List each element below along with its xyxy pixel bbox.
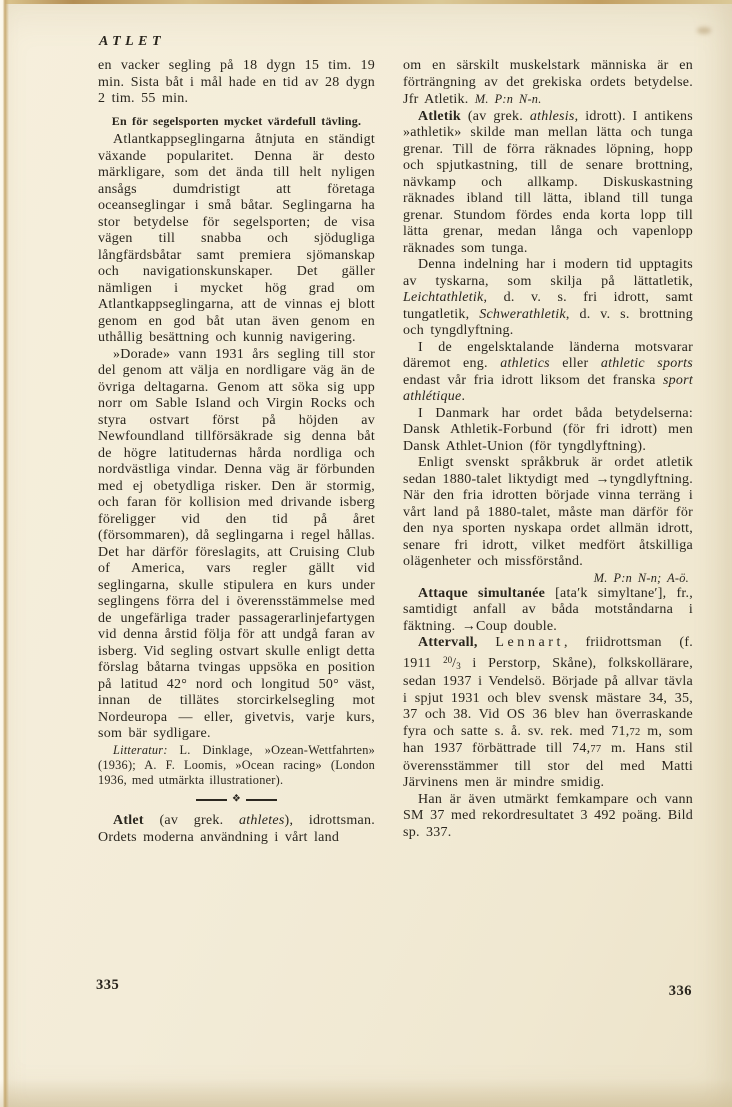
text-segment: 20 — [443, 654, 453, 665]
author-signature — [403, 571, 693, 586]
page-number-right: 336 — [668, 983, 692, 999]
subheading — [104, 114, 369, 129]
text-segment: I Danmark har ordet båda betydelserna: Dansk Athletik-Forbund (för fri idrott) men Dansk Athlet-Union (för tyngdlyftning). — [403, 405, 693, 454]
text-segment: athletes — [239, 813, 285, 829]
text-segment: M. P:n N-n. — [474, 92, 542, 106]
scan-edge-left — [0, 0, 9, 1107]
text-segment: Atletik — [418, 108, 461, 124]
text-segment: Atlet — [113, 813, 144, 829]
text-segment: en vacker segling på 18 dygn 15 tim. 19 min. Sista båt i mål hade en tid av 28 dygn 2 tim. 55 min. — [98, 58, 375, 106]
text-segment: , idrott). I antikens »athletik» skilde man mellan lätta och tunga grenar. Till de förra räknades löpning, hopp och spjutkastning, till de senare brottning, nävkamp och allkamp. Diskuskastning räknades ibland till lätta, ibland till tunga grenar. Stundom fördes enda korta lopp till lätta grenar, medan långa och vapenlopp räknades som tunga. — [403, 108, 693, 256]
scan-edge-bottom — [0, 1079, 732, 1107]
text-segment: Schwerathletik — [479, 306, 566, 322]
text-segment: , d. v. s. fri idrott, samt tungatletik, — [403, 290, 693, 322]
text-segment — [478, 635, 496, 650]
text-segment: 77 — [590, 744, 602, 755]
text-segment: endast vår fria idrott liksom det franska — [403, 372, 663, 388]
paragraph — [98, 347, 375, 743]
text-segment: om en särskilt muskelstark människa är en förträngning av det grekiska ordets betydelse. Jfr Atletik. — [403, 58, 693, 107]
text-segment: / — [452, 655, 457, 671]
running-header: ATLET — [99, 34, 166, 49]
text-segment: ), idrottsman. Ordets moderna användning i vårt land — [98, 813, 375, 845]
text-segment: 3 — [456, 660, 461, 671]
text-segment: athlesis — [529, 108, 575, 124]
text-segment: [ata′k simyltane′], fr., samtidigt anfall av båda motståndarna i fäktning. →Coup double. — [403, 585, 693, 634]
scan-edge-top — [0, 0, 732, 4]
text-segment: M. P:n N-n; A-ö. — [593, 570, 689, 585]
entry-divider — [98, 795, 375, 805]
paragraph — [403, 406, 693, 456]
text-segment: Attaque simultanée — [418, 585, 546, 601]
text-segment: En för segelsporten mycket värdefull tävling. — [111, 113, 362, 128]
column-right — [403, 58, 693, 846]
text-segment: m. Hans stil överensstämmer till stor del med Matti Järvinens men är mindre smidig. — [403, 741, 693, 790]
divider-ornament-icon: ❖ — [231, 793, 242, 805]
text-segment: m, som han 1937 förbättrade till 74, — [403, 723, 693, 756]
paragraph — [403, 257, 693, 340]
text-segment: Leichtathletik — [403, 290, 484, 305]
text-segment: (av grek. — [460, 108, 530, 124]
paragraph — [403, 109, 693, 258]
text-segment: »Dorade» vann 1931 års segling till stor del genom att välja en nordligare väg än de övriga deltagarna. Genom att söka sig upp norr om Sable Island och Virgin Rocks och styra ostvart först på höjden av Newfoundland tillförsäkrade sig denna båt de högre latitudernas hårda nordliga och nordvästliga vindar. Denna väg är förbunden med ej obetydliga risker. Den är stormig, och faran för kollision med drivande isberg föreligger vid den tid på året (försommaren), då seglingarna i regel hållas. Det har därför föreslagits, att Cruising Club of America, vars regler gällt vid seglingarna, skulle stipulera en kurs under seglingens förra del i överensstämmelse med de ungefärliga trader passagerarlinjefartygen vid denna årstid följa för att undgå faran av isberg. Vid segling ostvart skulle enligt detta förslag båtarna tvingas uppsöka en position på latitud 42° nord och longitud 50° väst, innan de tillätes storcirkelsegling mot Nordeuropa — eller, givetvis, varje kurs, som bär sydligare. — [98, 346, 375, 741]
paragraph — [403, 455, 693, 571]
text-segment: athletic sports — [600, 356, 693, 371]
paragraph — [403, 635, 693, 792]
paragraph — [98, 132, 375, 347]
text-segment: sport athlétique — [403, 372, 693, 404]
text-segment: L. Dinklage, »Ozean-Wettfahrten» (1936); A. F. Loomis, »Ocean racing» (London 1936, med utmärkta illustrationer). — [98, 742, 375, 788]
paragraph — [403, 340, 693, 406]
text-segment: . — [461, 389, 466, 404]
text-segment: eller — [549, 356, 601, 371]
divider-rule — [246, 799, 277, 801]
text-segment: i Perstorp, Skåne), folkskollärare, sedan 1937 i Vendelsö. Började på allvar tävla i spjut 1931 och blev svensk mästare 34, 35, 37 och 38. Vid OS 36 blev han överraskande fyra och satte s. å. sv. rek. med 71, — [403, 655, 693, 739]
text-segment: Lennart — [495, 635, 565, 650]
text-segment: , d. v. s. brottning och tyngdlyftning. — [403, 306, 693, 338]
text-segment: athletics — [500, 356, 550, 371]
text-segment: , friidrottsman (f. 1911 — [403, 635, 694, 671]
paragraph — [98, 58, 375, 108]
text-segment: 72 — [629, 726, 641, 738]
paragraph — [403, 586, 693, 636]
paragraph — [403, 58, 693, 109]
text-segment: I de engelsktalande länderna motsvarar däremot eng. — [403, 339, 693, 371]
text-columns — [98, 58, 693, 846]
paper-smudge — [697, 27, 711, 34]
text-segment: Litteratur: — [113, 742, 168, 757]
text-segment: Enligt svenskt språkbruk är ordet atletik sedan 1880-talet liktydigt med →tyngdlyftning. När den fria idrotten började vinna terräng i vårt land på 1880-talet, måste man därför för den nya sporten nyskapa ordet allmän idrott, senare fri idrott, vilket medfört åtskilliga olägenheter och missförstånd. — [403, 455, 693, 569]
text-segment: Denna indelning har i modern tid upptagits av tyskarna, som skilja på lättatletik, — [403, 257, 693, 289]
text-segment: Atlantkappseglingarna åtnjuta en ständigt växande popularitet. Denna är desto märkligare, som det ända till helt nyligen ansågs dumdristigt att företaga oceanseglingar i små båtar. Seglingarna ha stor betydelse för segelsporten; de visa vägen till snabba och sjödugliga långfärdsbåtar samt premiera sjömanskap och navigationskunskaper. Det gäller nämligen i mycket hög grad om Atlantkappseglingarna, att de vinnas ej blott genom en god båt utan även genom en uthållig besättning och kunnig navigering. — [98, 132, 375, 345]
text-segment: Attervall, — [418, 635, 478, 650]
paragraph — [98, 813, 375, 846]
divider-rule — [196, 799, 227, 801]
column-left — [98, 58, 375, 846]
page-number-left: 335 — [96, 977, 120, 993]
paragraph — [403, 792, 693, 842]
text-segment: Han är även utmärkt femkampare och vann SM 37 med rekordresultatet 3 492 poäng. Bild sp. 337. — [403, 791, 693, 840]
text-segment: (av grek. — [143, 813, 239, 829]
literature-note — [98, 743, 375, 789]
